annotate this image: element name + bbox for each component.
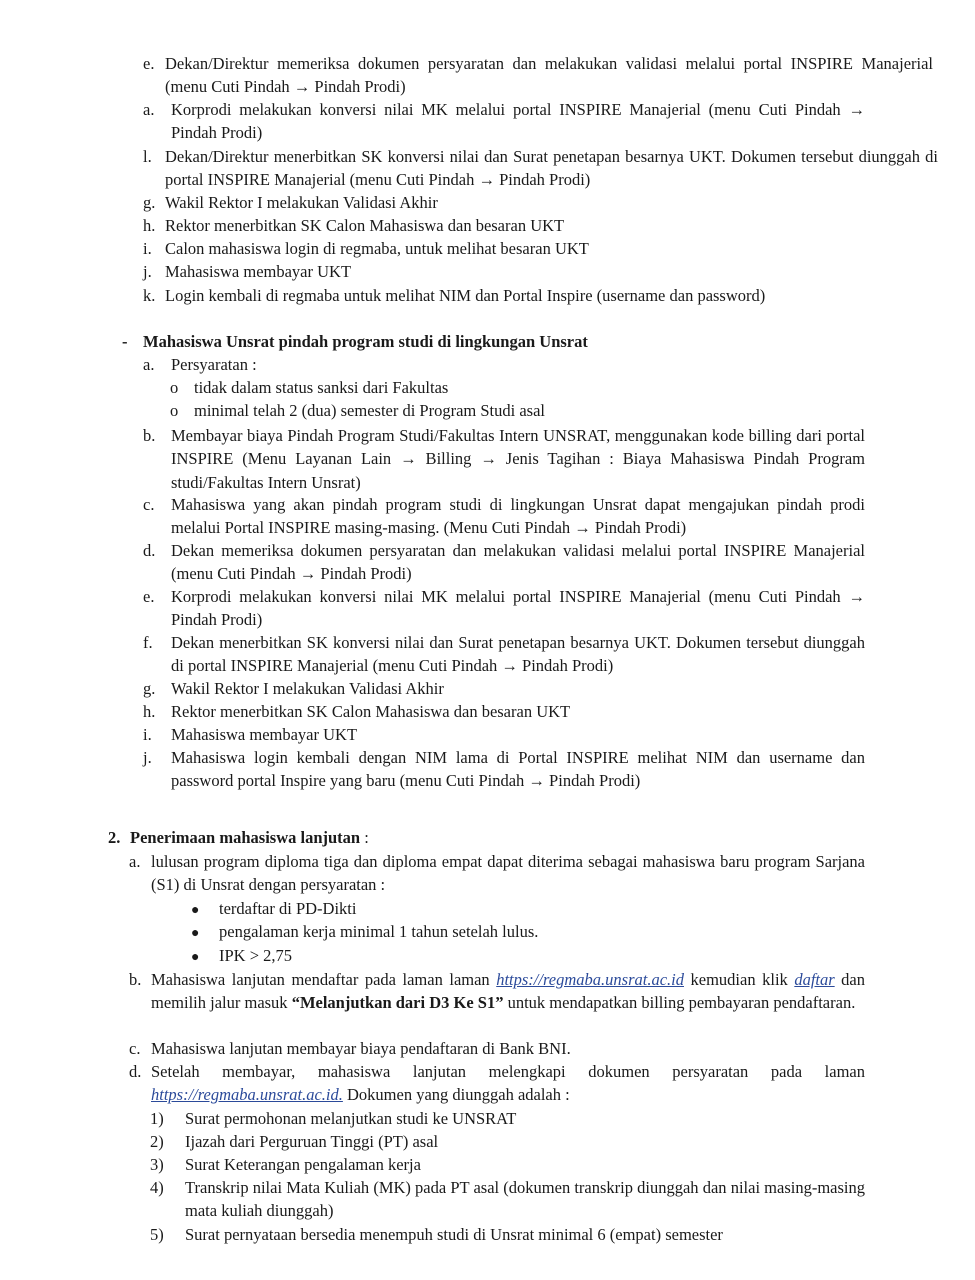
item-text: Wakil Rektor I melakukan Validasi Akhir bbox=[171, 679, 444, 698]
item-text: IPK > 2,75 bbox=[219, 946, 293, 965]
item-marker: h. bbox=[143, 216, 156, 235]
list-item bbox=[143, 700, 865, 723]
list-item bbox=[150, 1153, 865, 1176]
list-item bbox=[129, 968, 865, 1015]
item-text: minimal telah 2 (dua) semester di Program Studi asal bbox=[194, 401, 546, 420]
item-marker: b. bbox=[129, 970, 142, 989]
item-text: Surat Keterangan pengalaman kerja bbox=[185, 1155, 421, 1174]
list-item bbox=[191, 944, 851, 969]
section-dash: - bbox=[122, 332, 128, 351]
item-marker: 5) bbox=[150, 1225, 164, 1244]
item-text: Setelah membayar, mahasiswa lanjutan melengkapi dokumen persyaratan pada laman https://regmaba.unsrat.ac.id. Dokumen yang diunggah adalah : bbox=[151, 1062, 865, 1105]
section-number: 2. bbox=[108, 828, 121, 847]
regmaba-link[interactable]: https://regmaba.unsrat.ac.id. bbox=[151, 1085, 343, 1105]
section-2-heading bbox=[108, 826, 868, 849]
bullet-icon: ● bbox=[191, 926, 200, 941]
list-item bbox=[143, 677, 865, 700]
list-item bbox=[143, 214, 903, 237]
item-marker: d. bbox=[129, 1062, 142, 1081]
list-item bbox=[170, 376, 860, 399]
list-item bbox=[129, 850, 865, 897]
list-item bbox=[191, 897, 851, 922]
item-marker: 1) bbox=[150, 1109, 164, 1128]
list-item bbox=[143, 353, 865, 376]
jalur-masuk-label: “Melanjutkan dari D3 Ke S1” bbox=[291, 993, 504, 1013]
item-text: Mahasiswa membayar UKT bbox=[165, 262, 352, 281]
list-item bbox=[143, 585, 865, 632]
item-text: Mahasiswa lanjutan mendaftar pada laman laman https://regmaba.unsrat.ac.id kemudian klik daftar dan memilih jalur masuk “Melanjutkan dari D3 Ke S1” untuk mendapatkan billing pembayaran pendaftaran. bbox=[151, 970, 866, 1013]
list-item bbox=[143, 52, 933, 99]
item-marker: j. bbox=[143, 262, 152, 281]
list-item bbox=[143, 424, 865, 494]
list-item bbox=[143, 191, 903, 214]
regmaba-link[interactable]: https://regmaba.unsrat.ac.id bbox=[496, 970, 684, 989]
item-marker: 2) bbox=[150, 1132, 164, 1151]
item-marker: c. bbox=[143, 495, 155, 514]
item-marker: j. bbox=[143, 748, 152, 767]
list-item bbox=[143, 493, 865, 540]
item-marker: h. bbox=[143, 702, 156, 721]
item-text: Dekan memeriksa dokumen persyaratan dan melakukan validasi melalui portal INSPIRE Manajerial (menu Cuti Pindah → Pindah Prodi) bbox=[171, 541, 865, 584]
daftar-link[interactable]: daftar bbox=[794, 970, 835, 989]
list-item bbox=[150, 1107, 865, 1130]
list-item bbox=[143, 145, 938, 192]
item-text: Wakil Rektor I melakukan Validasi Akhir bbox=[165, 193, 438, 212]
bullet-icon: ● bbox=[191, 950, 200, 965]
item-marker: d. bbox=[143, 541, 156, 560]
list-item bbox=[150, 1130, 865, 1153]
item-text: Dekan/Direktur memeriksa dokumen persyaratan dan melakukan validasi melalui portal INSPIRE Manajerial (menu Cuti Pindah → Pindah Prodi) bbox=[165, 54, 933, 97]
item-text: pengalaman kerja minimal 1 tahun setelah lulus. bbox=[219, 922, 539, 941]
section-heading: Mahasiswa Unsrat pindah program studi di lingkungan Unsrat bbox=[143, 332, 588, 351]
item-marker: c. bbox=[129, 1039, 141, 1058]
item-marker: g. bbox=[143, 193, 156, 212]
item-marker: g. bbox=[143, 679, 156, 698]
list-item bbox=[143, 237, 903, 260]
item-text: Login kembali di regmaba untuk melihat NIM dan Portal Inspire (username dan password) bbox=[165, 286, 766, 305]
item-text: Persyaratan : bbox=[171, 355, 257, 374]
circle-bullet-icon: o bbox=[170, 378, 179, 397]
item-marker: a. bbox=[143, 100, 155, 119]
item-marker: 3) bbox=[150, 1155, 164, 1174]
item-text: tidak dalam status sanksi dari Fakultas bbox=[194, 378, 449, 397]
list-item bbox=[143, 723, 865, 746]
item-text: Mahasiswa lanjutan membayar biaya pendaftaran di Bank BNI. bbox=[151, 1039, 571, 1058]
section-title: Penerimaan mahasiswa lanjutan bbox=[130, 828, 361, 847]
item-text: terdaftar di PD-Dikti bbox=[219, 899, 357, 918]
item-marker: f. bbox=[143, 633, 153, 652]
item-text: Mahasiswa membayar UKT bbox=[171, 725, 358, 744]
list-item bbox=[191, 920, 851, 945]
item-text: Dekan menerbitkan SK konversi nilai dan Surat penetapan besarnya UKT. Dokumen tersebut diunggah di portal INSPIRE Manajerial (menu Cuti Pindah → Pindah Prodi) bbox=[171, 633, 865, 676]
item-text: Dekan/Direktur menerbitkan SK konversi nilai dan Surat penetapan besarnya UKT. Dokumen tersebut diunggah di portal INSPIRE Manajerial (menu Cuti Pindah → Pindah Prodi) bbox=[165, 147, 938, 190]
list-item bbox=[143, 98, 865, 145]
list-item bbox=[150, 1223, 865, 1246]
list-item bbox=[170, 399, 860, 422]
item-marker: l. bbox=[143, 147, 152, 166]
circle-bullet-icon: o bbox=[170, 401, 179, 420]
item-text: Surat pernyataan bersedia menempuh studi di Unsrat minimal 6 (empat) semester bbox=[185, 1225, 723, 1244]
item-text: Rektor menerbitkan SK Calon Mahasiswa dan besaran UKT bbox=[171, 702, 571, 721]
item-text: Calon mahasiswa login di regmaba, untuk melihat besaran UKT bbox=[165, 239, 589, 258]
list-item bbox=[143, 631, 865, 678]
item-text: lulusan program diploma tiga dan diploma empat dapat diterima sebagai mahasiswa baru program Sarjana (S1) di Unsrat dengan persyaratan : bbox=[151, 852, 865, 895]
item-text: Rektor menerbitkan SK Calon Mahasiswa dan besaran UKT bbox=[165, 216, 565, 235]
list-item bbox=[143, 284, 923, 307]
item-marker: b. bbox=[143, 426, 156, 445]
item-text: Korprodi melakukan konversi nilai MK melalui portal INSPIRE Manajerial (menu Cuti Pindah → Pindah Prodi) bbox=[171, 587, 865, 630]
item-text: Ijazah dari Perguruan Tinggi (PT) asal bbox=[185, 1132, 439, 1151]
item-marker: 4) bbox=[150, 1178, 164, 1197]
item-marker: e. bbox=[143, 54, 155, 73]
list-item bbox=[143, 746, 865, 793]
item-text: Mahasiswa yang akan pindah program studi di lingkungan Unsrat dapat mengajukan pindah prodi melalui Portal INSPIRE masing-masing. (Menu Cuti Pindah → Pindah Prodi) bbox=[171, 495, 865, 538]
item-marker: k. bbox=[143, 286, 156, 305]
list-item bbox=[129, 1060, 865, 1107]
item-marker: i. bbox=[143, 239, 152, 258]
bullet-icon: ● bbox=[191, 903, 200, 918]
list-item bbox=[129, 1037, 865, 1060]
item-marker: a. bbox=[143, 355, 155, 374]
item-marker: i. bbox=[143, 725, 152, 744]
list-item bbox=[143, 260, 903, 283]
section-title-suffix: : bbox=[360, 828, 369, 847]
item-marker: a. bbox=[129, 852, 141, 871]
item-text: Korprodi melakukan konversi nilai MK melalui portal INSPIRE Manajerial (menu Cuti Pindah → Pindah Prodi) bbox=[171, 100, 865, 143]
item-text: Membayar biaya Pindah Program Studi/Fakultas Intern UNSRAT, menggunakan kode billing dari portal INSPIRE (Menu Layanan Lain → Billing → Jenis Tagihan : Biaya Mahasiswa Pindah Program studi/Fakultas Intern Unsrat) bbox=[171, 426, 865, 492]
list-item bbox=[143, 539, 865, 586]
list-item bbox=[150, 1176, 865, 1223]
item-text: Mahasiswa login kembali dengan NIM lama di Portal INSPIRE melihat NIM dan username dan password portal Inspire yang baru (menu Cuti Pindah → Pindah Prodi) bbox=[171, 748, 865, 791]
item-text: Surat permohonan melanjutkan studi ke UNSRAT bbox=[185, 1109, 517, 1128]
item-text: Transkrip nilai Mata Kuliah (MK) pada PT asal (dokumen transkrip diunggah dan nilai masing-masing mata kuliah diunggah) bbox=[185, 1178, 865, 1221]
item-marker: e. bbox=[143, 587, 155, 606]
